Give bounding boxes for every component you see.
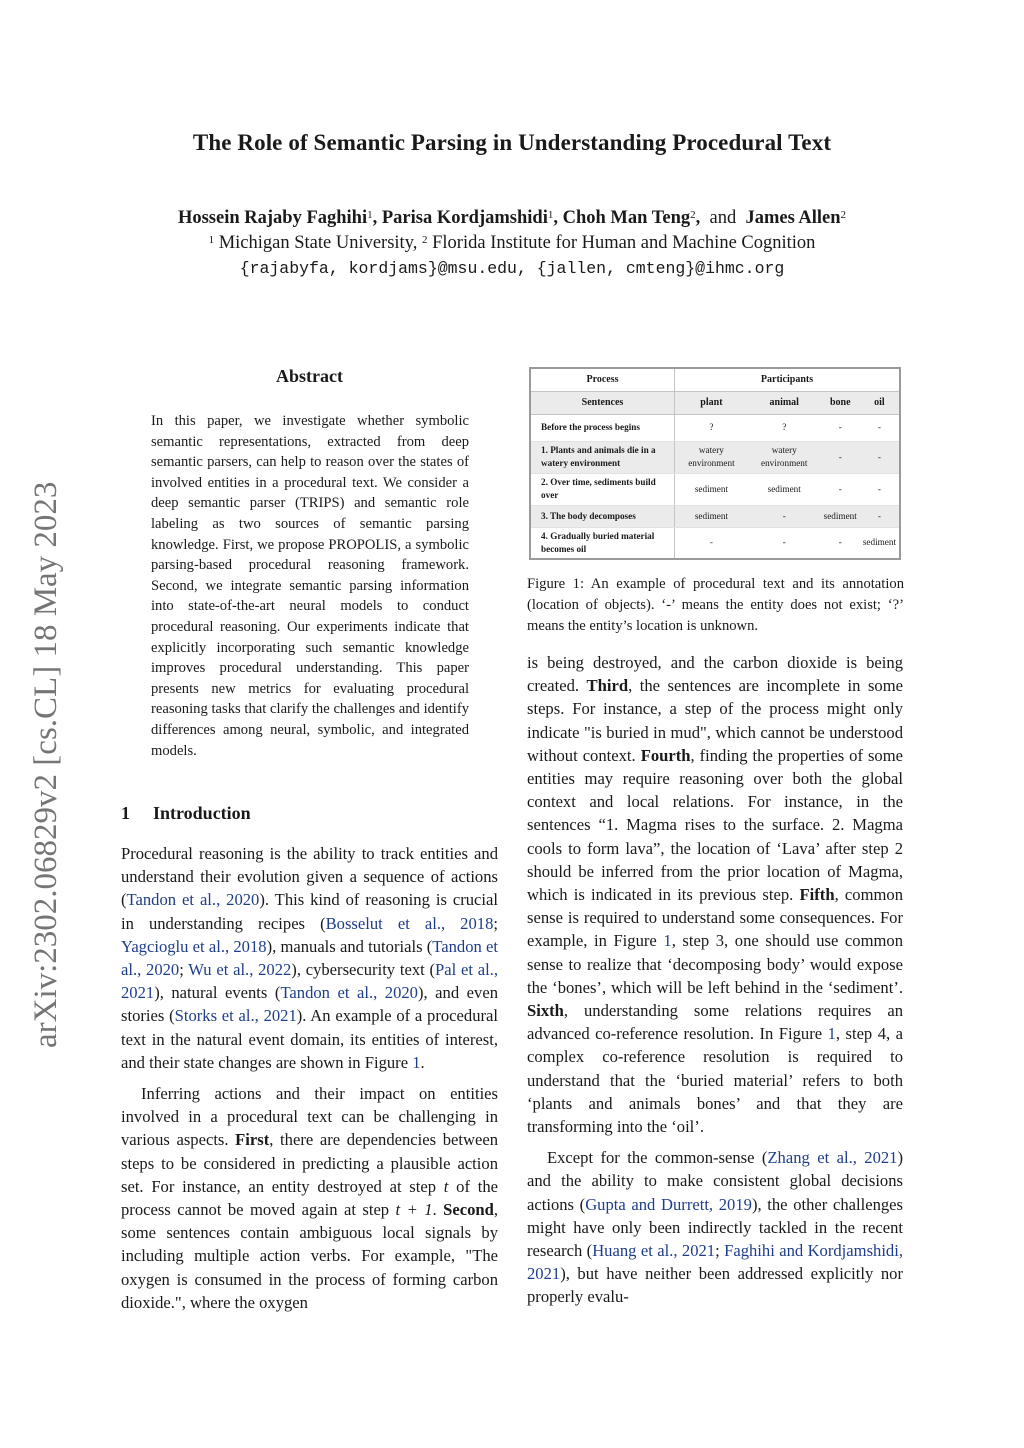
author-names: Hossein Rajaby Faghihi$^1$, Parisa Kordjamshidi$^1$, Choh Man Teng$^2$, and James Allen$^2$	[177, 208, 847, 228]
table-cell: ?	[675, 414, 748, 441]
affil-mark: 2	[690, 209, 696, 221]
author-block	[0, 206, 1024, 281]
table-cell: watery environment	[675, 441, 748, 473]
table-cell-sentence: 2. Over time, sediments build over	[530, 473, 675, 505]
table-header-participants: Participants	[675, 368, 901, 391]
figure-ref-link[interactable]: 1	[827, 1024, 836, 1044]
citation-link[interactable]: Huang et al., 2021	[592, 1241, 716, 1261]
table-header-participant: oil	[860, 391, 900, 414]
table-cell: sediment	[675, 473, 748, 505]
left-column-body	[121, 842, 498, 1314]
table-header-participant: bone	[821, 391, 860, 414]
paragraph: Procedural reasoning is the ability to track entities and understand their evolution given a sequence of actions (Tandon et al., 2020). This kind of reasoning is crucial in understanding recipes (Bosselut et al., 2018; Yagcioglu et al., 2018), manuals and tutorials (Tandon et al., 2020; Wu et al., 2022), cybersecurity text (Pal et al., 2021), natural events (Tandon et al., 2020), and even stories (Storks et al., 2021). An example of a procedural text in the natural event domain, its entities of interest, and their state changes are shown in Figure 1.	[121, 844, 499, 1072]
table-row	[530, 527, 900, 559]
table-row	[530, 441, 900, 473]
table-cell: -	[838, 537, 842, 548]
figure-caption: Figure 1: An example of procedural text and its annotation (location of objects). ‘-’ means the entity does not exist; ‘?’ means the entity’s location is unknown.	[527, 576, 904, 634]
table-row	[530, 505, 900, 527]
citation-link[interactable]: Tandon et al., 2020	[126, 890, 260, 910]
affil-mark: 1	[547, 209, 554, 221]
affiliation: Michigan State University,	[218, 233, 418, 253]
figure-ref-link[interactable]: 1	[663, 931, 672, 951]
figure-ref-link[interactable]: 1	[412, 1052, 421, 1072]
affiliations	[0, 231, 1024, 256]
table-header-sentences: Sentences	[530, 391, 675, 414]
affil-mark: 1	[367, 209, 373, 221]
table-cell: -	[860, 505, 900, 527]
section-title: Introduction	[153, 803, 251, 823]
citation-link[interactable]: Gupta and Durrett, 2019	[585, 1194, 752, 1214]
affil-mark: 1	[208, 234, 215, 246]
abstract-heading: Abstract	[276, 366, 343, 386]
table-cell: sediment	[748, 473, 821, 505]
citation-link[interactable]: Bosselut et al., 2018	[325, 913, 494, 933]
citation-link[interactable]: Zhang et al., 2021	[767, 1148, 898, 1168]
author-name: James Allen	[745, 208, 841, 228]
citation-link[interactable]: Faghihi and Kordjamshidi, 2021	[527, 1241, 903, 1284]
affil-mark: 2	[840, 209, 847, 221]
table-cell-sentence: 4. Gradually buried material becomes oil	[530, 527, 675, 559]
right-column-body	[527, 651, 903, 1309]
table-cell: -	[709, 537, 713, 548]
author-name: Hossein Rajaby Faghihi	[177, 208, 368, 228]
table-cell-sentence: Before the process begins	[530, 414, 675, 441]
table-cell: -	[821, 414, 860, 441]
table-row	[530, 473, 900, 505]
and-word: and	[709, 208, 737, 228]
citation-link[interactable]: Tandon et al., 2020	[280, 983, 418, 1003]
table-cell: sediment	[862, 537, 896, 548]
citation-link[interactable]: Wu et al., 2022	[188, 960, 292, 980]
table-header-participant: plant	[675, 391, 748, 414]
arxiv-identifier: arXiv:2302.06829v2 [cs.CL] 18 May 2023	[28, 481, 64, 1048]
affil-mark: 2	[422, 234, 428, 246]
table-cell: -	[860, 414, 900, 441]
table-cell: sediment	[821, 505, 860, 527]
citation-link[interactable]: Yagcioglu et al., 2018	[121, 936, 267, 956]
paragraph: Inferring actions and their impact on entities involved in a procedural text can be challenging in various aspects. First, there are dependencies between steps to be considered in predicting a plausible action set. For instance, an entity destroyed at step t of the process cannot be moved again at step t + 1. Second, some sentences contain ambiguous local signals by including multiple action verbs. For example, "The oxygen is consumed in the process of forming carbon dioxide.", where the oxygen	[121, 1084, 499, 1312]
paragraph: is being destroyed, and the carbon dioxide is being created. Third, the sentences are incomplete in some steps. For instance, a step of the process might only indicate "is buried in mud", which cannot be understood without context. Fourth, finding the properties of some entities may require reasoning over both the global context and local relations. For instance, in the sentences “1. Magma rises to the surface. 2. Magma cools to form lava”, the location of ‘Lava’ after step 2 should be inferred from the prior location of Magma, which is indicated in its previous step. Fifth, common sense is required to understand some consequences. For example, in Figure 1, step 3, one should use common sense to realize that ‘decomposing body’ would expose the ‘bones’, which will be left behind in the ‘sediment’. Sixth, understanding some relations requires an advanced co-reference resolution. In Figure 1, step 4, a complex co-reference resolution is required to understand that the ‘buried material’ refers to both ‘plants and animals bones’ and that they are transforming into the ‘oil’.	[527, 653, 904, 1137]
citation-link[interactable]: Storks et al., 2021	[174, 1006, 297, 1026]
table-cell: -	[821, 473, 860, 505]
table-cell: watery environment	[748, 441, 821, 473]
table-cell: -	[860, 441, 900, 473]
table-cell: -	[860, 473, 900, 505]
citation-link[interactable]: Pal et al., 2021	[121, 960, 498, 1003]
table-cell: sediment	[675, 505, 748, 527]
affiliation: Florida Institute for Human and Machine Cognition	[432, 233, 816, 253]
paper-title: The Role of Semantic Parsing in Understanding Procedural Text	[192, 130, 832, 155]
author-name: Parisa Kordjamshidi	[381, 208, 548, 228]
table-cell: -	[748, 505, 821, 527]
figure-table	[529, 367, 901, 560]
section-number: 1	[121, 803, 130, 823]
table-cell: -	[821, 441, 860, 473]
author-emails: {rajabyfa, kordjams}@msu.edu, {jallen, cmteng}@ihmc.org	[239, 259, 785, 278]
table-row	[530, 414, 900, 441]
abstract-text: In this paper, we investigate whether symbolic semantic representations, extracted from deep semantic parsers, can help to reason over the states of involved entities in a procedural text. We consider a deep semantic parser (TRIPS) and semantic role labeling as two sources of semantic parsing knowledge. First, we propose PROPOLIS, a symbolic parsing-based procedural reasoning framework. Second, we integrate semantic parsing information into state-of-the-art neural models to conduct procedural reasoning. Our experiments indicate that explicitly incorporating such semantic knowledge improves procedural understanding. This paper presents new metrics for evaluating procedural reasoning tasks that clarify the challenges and identify differences among neural, symbolic, and integrated models.	[151, 413, 469, 759]
author-name: Choh Man Teng	[562, 208, 691, 228]
table-cell: ?	[748, 414, 821, 441]
table-header-process: Process	[530, 368, 675, 391]
table-cell: -	[782, 537, 786, 548]
citation-link[interactable]: Tandon et al., 2020	[121, 936, 499, 980]
table-cell-sentence: 1. Plants and animals die in a watery environment	[530, 441, 675, 473]
section-heading	[121, 803, 251, 824]
paragraph: Except for the common-sense (Zhang et al., 2021) and the ability to make consistent global decisions actions (Gupta and Durrett, 2019), the other challenges might have only been indirectly tackled in the recent research (Huang et al., 2021; Faghihi and Kordjamshidi, 2021), but have neither been addressed explicitly nor properly evalu-	[527, 1148, 903, 1307]
table-header-participant: animal	[748, 391, 821, 414]
table-cell-sentence: 3. The body decomposes	[530, 505, 675, 527]
